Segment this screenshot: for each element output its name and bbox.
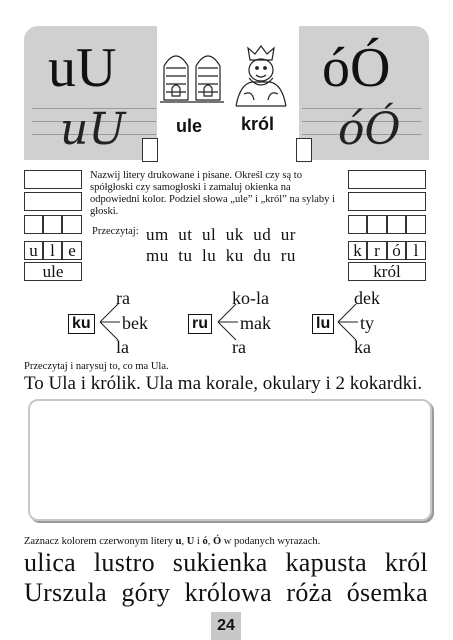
word-cell: król <box>348 262 426 281</box>
color-box-right[interactable] <box>296 138 312 162</box>
cell[interactable] <box>348 170 426 189</box>
syllable: uk <box>225 225 244 244</box>
syllable-tree-2 <box>182 288 302 358</box>
main-instruction: Nazwij litery drukowane i pisane. Określ czy są to spółgłoski czy samogłoski i zamaluj okienka na odpowiedni kolor. Podziel słowa „ule” i „król” na sylaby i głoski. <box>90 170 335 217</box>
mark-instruction-text: , <box>207 536 213 547</box>
mark-letter: Ó <box>212 536 222 547</box>
script-letters-left: uU <box>60 104 126 155</box>
letter-cell: r <box>367 241 387 260</box>
letter-cell: u <box>24 241 43 260</box>
tree-stem: lu <box>312 314 334 334</box>
tree-stem: ku <box>68 314 95 334</box>
mark-letter: u <box>175 536 182 547</box>
cell[interactable] <box>24 215 43 234</box>
read-label: Przeczytaj: <box>92 226 139 237</box>
tree-branches <box>98 298 122 344</box>
word[interactable]: róża <box>286 578 333 607</box>
mark-instruction-text: Zaznacz kolorem czerwonym litery <box>24 536 176 547</box>
mark-instruction-text: , <box>181 536 187 547</box>
syllable-tree-1 <box>62 288 172 358</box>
tree-mid: bek <box>122 313 148 333</box>
word-line-2 <box>24 578 428 608</box>
word[interactable]: król <box>384 548 428 577</box>
word[interactable]: ulica <box>24 548 77 577</box>
cell[interactable] <box>348 215 367 234</box>
letter-cell: e <box>62 241 82 260</box>
syllable-tree-3 <box>308 288 418 358</box>
mark-instruction-text: w podanych wyrazach. <box>221 536 321 547</box>
syllable: ru <box>280 246 296 265</box>
syllable-row-2 <box>146 246 296 266</box>
cell[interactable] <box>367 215 387 234</box>
tree-top: ko-la <box>232 288 269 308</box>
word[interactable]: królowa <box>184 578 272 607</box>
tree-bottom: ka <box>354 337 371 357</box>
letter-cell: k <box>348 241 367 260</box>
cell[interactable] <box>406 215 426 234</box>
syllable: ur <box>280 225 296 244</box>
cell[interactable] <box>43 215 62 234</box>
tree-top: dek <box>354 288 380 308</box>
drawing-area[interactable] <box>28 399 432 521</box>
word[interactable]: ósemka <box>346 578 428 607</box>
syllable: du <box>253 246 272 265</box>
syllable-row-1 <box>146 225 296 245</box>
syllable: ut <box>178 225 193 244</box>
tree-bottom: la <box>116 337 129 357</box>
word[interactable]: lustro <box>93 548 155 577</box>
mark-letter: ó <box>202 536 208 547</box>
word-cell: ule <box>24 262 82 281</box>
word[interactable]: sukienka <box>172 548 268 577</box>
draw-instruction: Przeczytaj i narysuj to, co ma Ula. <box>24 361 169 372</box>
word[interactable]: Urszula <box>24 578 107 607</box>
cell[interactable] <box>348 192 426 211</box>
tree-mid: mak <box>240 313 271 333</box>
word-line-1 <box>24 548 428 578</box>
tree-top: ra <box>116 288 130 308</box>
letter-cell: l <box>43 241 62 260</box>
word[interactable]: góry <box>121 578 171 607</box>
color-box-left[interactable] <box>142 138 158 162</box>
tree-stem: ru <box>188 314 212 334</box>
beehives-illustration <box>160 44 224 106</box>
header-word-left: ule <box>176 116 203 136</box>
cell[interactable] <box>24 170 82 189</box>
tree-branches <box>216 298 240 344</box>
cell[interactable] <box>387 215 406 234</box>
mark-letter: U <box>186 536 195 547</box>
syllable: tu <box>178 246 193 265</box>
reading-sentence: To Ula i królik. Ula ma korale, okulary i 2 kokardki. <box>24 373 423 394</box>
tree-mid: ty <box>360 313 375 333</box>
syllable: um <box>146 225 169 244</box>
king-illustration <box>232 44 290 108</box>
syllable: ul <box>201 225 217 244</box>
syllable: ud <box>253 225 272 244</box>
syllable: lu <box>201 246 217 265</box>
print-letters-left: uU <box>48 37 117 99</box>
script-letters-right: óÓ <box>338 104 401 155</box>
syllable: ku <box>225 246 244 265</box>
tree-branches <box>336 298 360 344</box>
page-number: 24 <box>211 612 241 640</box>
mark-instruction <box>24 536 320 548</box>
word[interactable]: kapusta <box>285 548 367 577</box>
header-word-right: król <box>241 114 275 134</box>
print-letters-right: óÓ <box>322 37 391 99</box>
cell[interactable] <box>24 192 82 211</box>
syllable: mu <box>146 246 169 265</box>
mark-instruction-text: i <box>194 536 203 547</box>
letter-cell: ó <box>387 241 406 260</box>
cell[interactable] <box>62 215 82 234</box>
tree-bottom: ra <box>232 337 246 357</box>
letter-cell: l <box>406 241 426 260</box>
